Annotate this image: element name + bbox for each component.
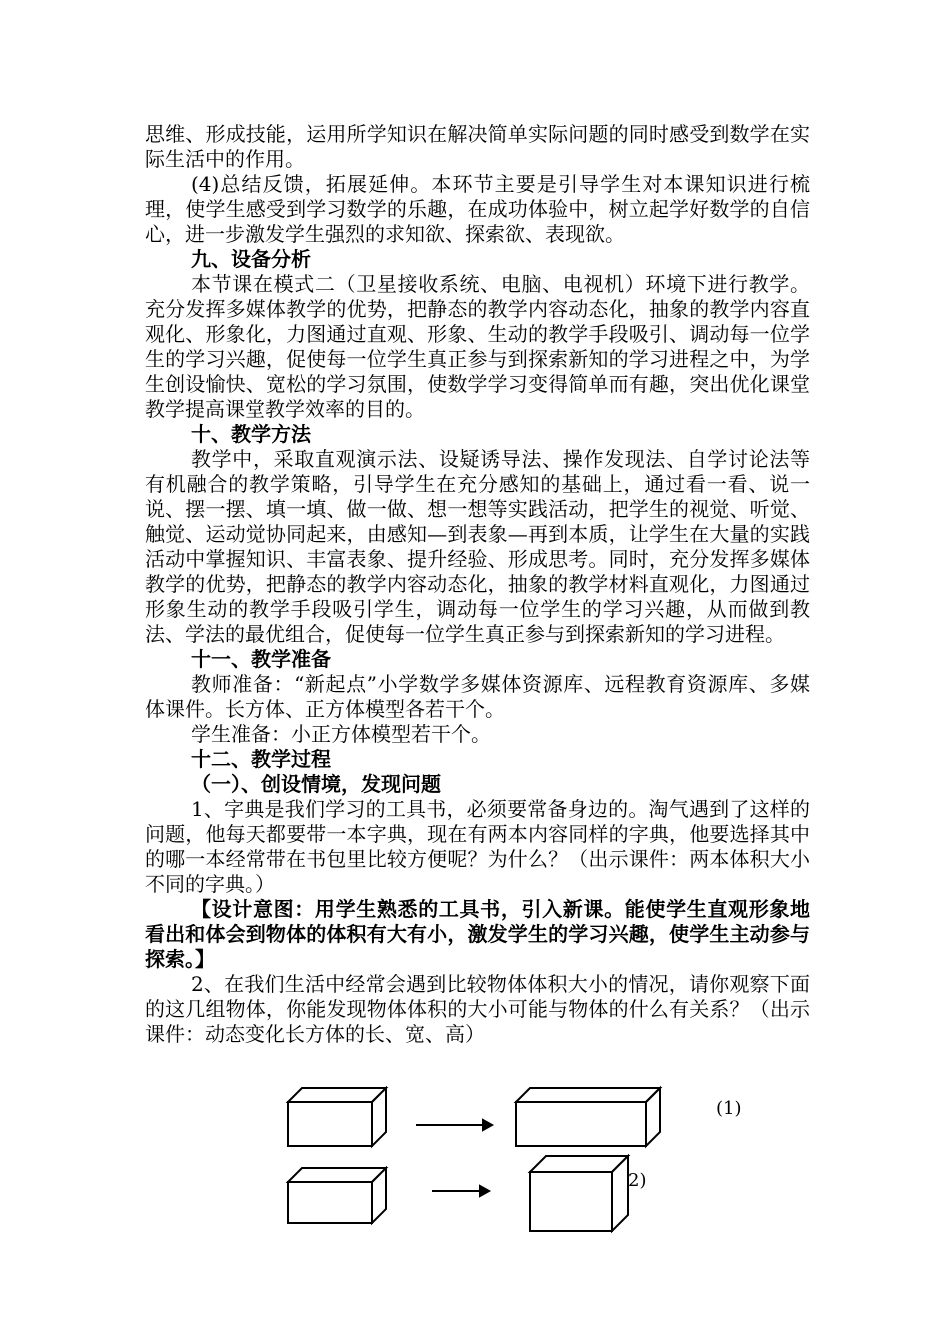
arrow-right-icon-1 [416, 1120, 492, 1130]
paragraph-equipment: 本节课在模式二（卫星接收系统、电脑、电视机）环境下进行教学。充分发挥多媒体教学的优势，把静态的教学内容动态化，抽象的教学内容直观化、形象化，力图通过直观、形象、生动的教学手段吸引、调动每一位学生的学习兴趣，促使每一位学生真正参与到探索新知的学习进程之中，为学生创设愉快、宽松的学习氛围，使数学学习变得简单而有趣，突出优化课堂教学提高课堂教学效率的目的。 [145, 272, 810, 421]
figure-label-1: (1) [716, 1098, 742, 1119]
arrow-right-icon-2 [432, 1186, 489, 1196]
paragraph-compare-volume: 2、在我们生活中经常会遇到比较物体体积大小的情况，请你观察下面的这几组物体，你能发现物体体积的大小可能与物体的什么有关系？（出示课件：动态变化长方体的长、宽、高） [145, 972, 810, 1046]
heading-preparation: 十一、教学准备 [191, 647, 331, 671]
cuboid-small-2 [288, 1168, 386, 1223]
heading-methods: 十、教学方法 [191, 422, 311, 446]
design-intent: 【设计意图：用学生熟悉的工具书，引入新课。能使学生直观形象地看出和体会到物体的体积有大有小，激发学生的学习兴趣，使学生主动参与探索。】 [145, 897, 810, 971]
paragraph-teacher-prep: 教师准备：“新起点”小学数学多媒体资源库、远程教育资源库、多媒体课件。长方体、正方体模型各若干个。 [145, 672, 810, 721]
paragraph-student-prep: 学生准备：小正方体模型若干个。 [191, 722, 491, 746]
cuboid-small-1 [288, 1088, 386, 1146]
cuboid-long-1 [516, 1088, 660, 1146]
cuboid-tall-2 [530, 1156, 628, 1231]
paragraph-dictionary: 1、字典是我们学习的工具书，必须要常备身边的。淘气遇到了这样的问题，他每天都要带一本字典，现在有两本内容同样的字典，他要选择其中的哪一本经常带在书包里比较方便呢？为什么？（出示课件：两本体积大小不同的字典。） [145, 797, 810, 896]
figure-label-2: 2) [628, 1170, 647, 1191]
paragraph-methods: 教学中，采取直观演示法、设疑诱导法、操作发现法、自学讨论法等有机融合的教学策略，引导学生在充分感知的基础上，通过看一看、说一说、摆一摆、填一填、做一做、想一想等实践活动，把学生的视觉、听觉、触觉、运动觉协同起来，由感知—到表象—再到本质，让学生在大量的实践活动中掌握知识、丰富表象、提升经验、形成思考。同时，充分发挥多媒体教学的优势，把静态的教学内容动态化，抽象的教学材料直观化，力图通过形象生动的教学手段吸引学生，调动每一位学生的学习兴趣，从而做到教法、学法的最优组合，促使每一位学生真正参与到探索新知的学习进程。 [145, 447, 810, 646]
subheading-situation: （一）、创设情境，发现问题 [191, 772, 441, 796]
paragraph-summary: (4)总结反馈，拓展延伸。本环节主要是引导学生对本课知识进行梳理，使学生感受到学习数学的乐趣，在成功体验中，树立起学好数学的自信心，进一步激发学生强烈的求知欲、探索欲、表现欲。 [145, 172, 810, 246]
heading-process: 十二、教学过程 [191, 747, 331, 771]
heading-equipment: 九、设备分析 [191, 247, 311, 271]
paragraph-continuation: 思维、形成技能，运用所学知识在解决简单实际问题的同时感受到数学在实际生活中的作用。 [145, 122, 810, 171]
